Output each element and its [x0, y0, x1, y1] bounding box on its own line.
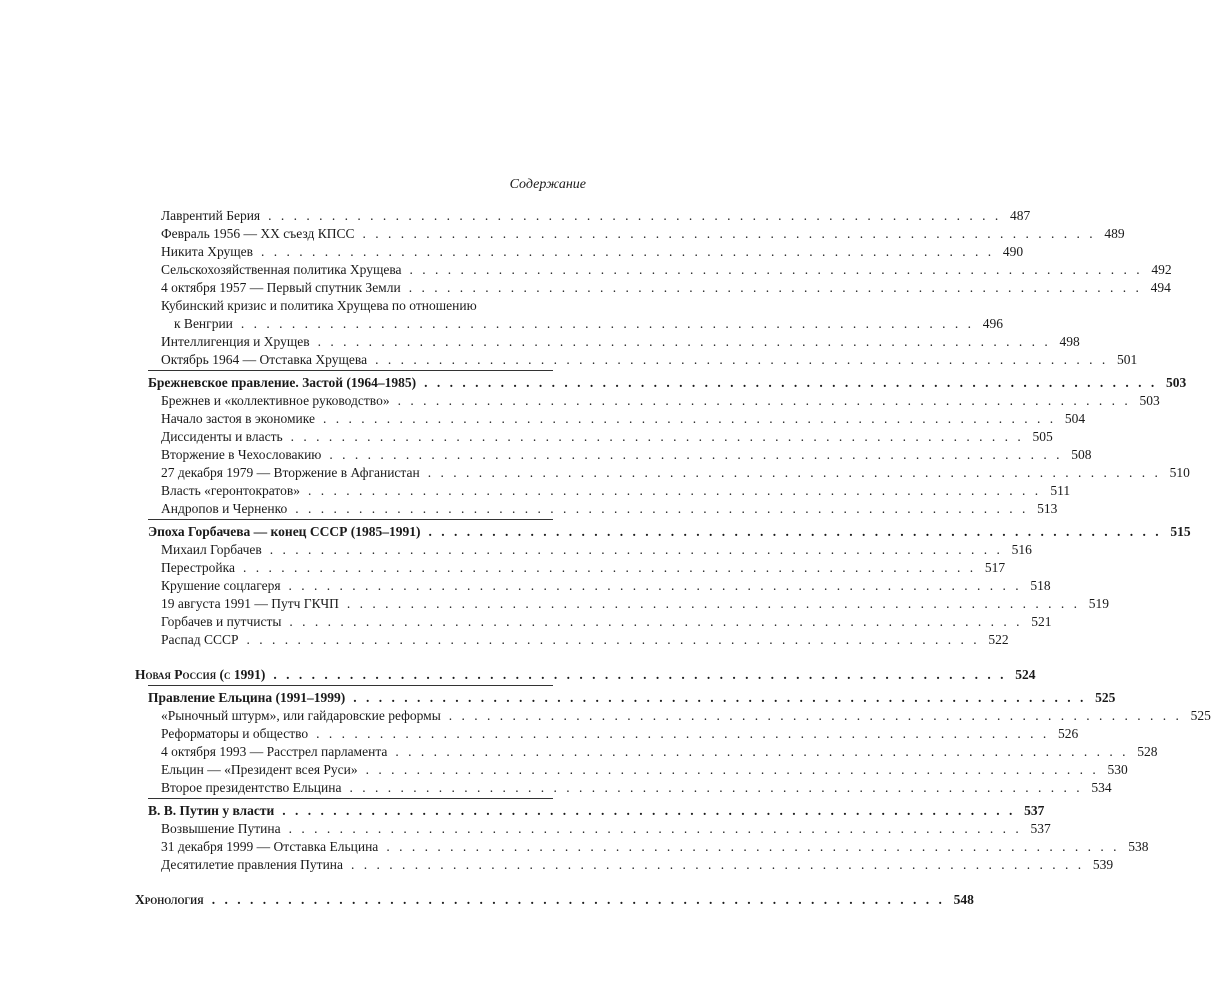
toc-entry-page: 487: [1010, 208, 1031, 223]
toc-leader: . . . . . . . . . . . . . . . . . . . . . . . . . . . . . . . . . . . . . . . . . . . . . . . . . . . . . . . . . .: [288, 578, 1022, 593]
toc-entry-title: Михаил Горбачев: [161, 542, 262, 557]
toc-entry-title: Власть «геронтократов»: [161, 483, 301, 498]
toc-section-page: 525: [1095, 690, 1116, 705]
toc-entry-title: Андропов и Черненко: [161, 501, 288, 516]
toc-leader: . . . . . . . . . . . . . . . . . . . . . . . . . . . . . . . . . . . . . . . . . . . . . . . . . . . . . . . . . .: [322, 411, 1057, 426]
toc-entry-title: Десятилетие правления Путина: [161, 857, 344, 872]
toc-entry: [135, 743, 1158, 761]
toc-section-page: 537: [1024, 803, 1045, 818]
toc-entry-page: 518: [1030, 578, 1051, 593]
toc-entry-page: 501: [1116, 352, 1138, 367]
toc-entry: [135, 225, 1125, 243]
toc-entry-page: 517: [984, 560, 1006, 575]
toc-entry-page: 513: [1037, 501, 1058, 516]
toc-entry-title: 31 декабря 1999 — Отставка Ельцина: [161, 839, 379, 854]
toc-entry: [135, 500, 1058, 518]
toc-section-title: Правление Ельцина (1991–1999): [148, 690, 346, 705]
toc-entry-page: 516: [1011, 542, 1032, 557]
toc-entry-title: Октябрь 1964 — Отставка Хрущева: [161, 352, 368, 367]
toc-leader: . . . . . . . . . . . . . . . . . . . . . . . . . . . . . . . . . . . . . . . . . . . . . . . . . . . . . . . . . .: [242, 560, 977, 575]
toc-entry-title: Распад СССР: [161, 632, 239, 647]
toc-part: [135, 891, 974, 909]
toc-section-title: В. В. Путин у власти: [148, 803, 275, 818]
toc-section-page: 503: [1166, 375, 1187, 390]
toc-leader: . . . . . . . . . . . . . . . . . . . . . . . . . . . . . . . . . . . . . . . . . . . . . . . . . . . . . . . . . .: [308, 483, 1042, 498]
toc-leader: . . . . . . . . . . . . . . . . . . . . . . . . . . . . . . . . . . . . . . . . . . . . . . . . . . . . . . . . . .: [362, 226, 1096, 241]
toc-entry-page: 503: [1139, 393, 1160, 408]
toc-entry-title: Лаврентий Берия: [161, 208, 261, 223]
toc-entry-title: к Венгрии: [174, 316, 233, 331]
toc-entry: [135, 707, 1211, 725]
toc-entry-title: Сельскохозяйственная политика Хрущева: [161, 262, 402, 277]
toc-entry-title: Возвышение Путина: [161, 821, 281, 836]
toc-leader: . . . . . . . . . . . . . . . . . . . . . . . . . . . . . . . . . . . . . . . . . . . . . . . . . . . . . . . . . .: [268, 208, 1002, 223]
toc-entry: [135, 761, 1128, 779]
toc-leader: . . . . . . . . . . . . . . . . . . . . . . . . . . . . . . . . . . . . . . . . . . . . . . . . . . . . . . . . . .: [211, 892, 945, 907]
toc-leader: . . . . . . . . . . . . . . . . . . . . . . . . . . . . . . . . . . . . . . . . . . . . . . . . . . . . . . . . . .: [349, 780, 1083, 795]
toc-leader: . . . . . . . . . . . . . . . . . . . . . . . . . . . . . . . . . . . . . . . . . . . . . . . . . . . . . . . . . .: [346, 596, 1081, 611]
toc-entry: [135, 856, 1114, 874]
toc-entry-title: Вторжение в Чехословакию: [161, 447, 322, 462]
toc-entry-title: Начало застоя в экономике: [161, 411, 315, 426]
toc-leader: . . . . . . . . . . . . . . . . . . . . . . . . . . . . . . . . . . . . . . . . . . . . . . . . . . . . . . . . . .: [273, 667, 1007, 682]
section-rule: [148, 685, 553, 686]
toc-leader: . . . . . . . . . . . . . . . . . . . . . . . . . . . . . . . . . . . . . . . . . . . . . . . . . . . . . . . . . .: [428, 524, 1162, 539]
toc-leader: . . . . . . . . . . . . . . . . . . . . . . . . . . . . . . . . . . . . . . . . . . . . . . . . . . . . . . . . . .: [351, 857, 1085, 872]
toc-entry-page: 526: [1058, 726, 1079, 741]
toc-leader: . . . . . . . . . . . . . . . . . . . . . . . . . . . . . . . . . . . . . . . . . . . . . . . . . . . . . . . . . .: [282, 803, 1016, 818]
running-head: Содержание: [509, 177, 586, 192]
toc-entry: [135, 482, 1071, 500]
toc-entry-title: 4 октября 1957 — Первый спутник Земли: [161, 280, 401, 295]
toc-entry-page: 530: [1107, 762, 1128, 777]
toc-leader: . . . . . . . . . . . . . . . . . . . . . . . . . . . . . . . . . . . . . . . . . . . . . . . . . . . . . . . . . .: [290, 429, 1024, 444]
toc-entry-title: Ельцин — «Президент всея Руси»: [161, 762, 358, 777]
toc-part-page: 524: [1015, 667, 1036, 682]
toc-entry-page: 504: [1064, 411, 1086, 426]
toc-entry-page: 511: [1050, 483, 1071, 498]
toc-entry: [135, 392, 1160, 410]
toc-entry-title: 19 августа 1991 — Путч ГКЧП: [161, 596, 339, 611]
toc-entry-page: 510: [1169, 465, 1190, 480]
toc-entry-page: 534: [1091, 780, 1112, 795]
toc-entry: [135, 464, 1190, 482]
toc-entry: [135, 279, 1171, 297]
toc-entry: [135, 333, 1080, 351]
toc-entry: [135, 838, 1149, 856]
section-rule: [148, 798, 553, 799]
toc-leader: . . . . . . . . . . . . . . . . . . . . . . . . . . . . . . . . . . . . . . . . . . . . . . . . . . . . . . . . . .: [427, 465, 1161, 480]
toc-leader: . . . . . . . . . . . . . . . . . . . . . . . . . . . . . . . . . . . . . . . . . . . . . . . . . . . . . . . . . .: [329, 447, 1063, 462]
table-of-contents: [135, 207, 1211, 909]
toc-entry-title: Диссиденты и власть: [161, 429, 283, 444]
toc-entry-page: 505: [1032, 429, 1053, 444]
toc-leader: . . . . . . . . . . . . . . . . . . . . . . . . . . . . . . . . . . . . . . . . . . . . . . . . . . . . . . . . . .: [295, 501, 1029, 516]
toc-entry: [135, 410, 1086, 428]
toc-entry: [135, 820, 1051, 838]
toc-entry-page: 498: [1059, 334, 1080, 349]
toc-entry: [135, 243, 1024, 261]
toc-entry-page: 489: [1104, 226, 1125, 241]
toc-entry-page: 528: [1137, 744, 1158, 759]
toc-leader: . . . . . . . . . . . . . . . . . . . . . . . . . . . . . . . . . . . . . . . . . . . . . . . . . . . . . . . . . .: [261, 244, 995, 259]
toc-entry-page: 508: [1071, 447, 1092, 462]
toc-entry-title: 27 декабря 1979 — Вторжение в Афганистан: [161, 465, 420, 480]
toc-entry-page: 496: [982, 316, 1004, 331]
toc-entry-title: Никита Хрущев: [161, 244, 254, 259]
toc-entry-title: Второе президентство Ельцина: [161, 780, 342, 795]
toc-part-title: Хронология: [135, 892, 204, 907]
toc-entry-page: 538: [1128, 839, 1149, 854]
toc-section: [135, 523, 1191, 541]
toc-entry-page: 492: [1151, 262, 1172, 277]
toc-entry: [135, 613, 1052, 631]
toc-entry-page: 522: [988, 632, 1009, 647]
section-rule: [148, 370, 553, 371]
toc-entry: [135, 297, 553, 315]
toc-entry: [135, 577, 1051, 595]
toc-entry-title: Реформаторы и общество: [161, 726, 309, 741]
toc-section-title: Эпоха Горбачева — конец СССР (1985–1991): [148, 524, 421, 539]
toc-entry: [135, 315, 1004, 333]
toc-entry: [135, 207, 1031, 225]
toc-leader: . . . . . . . . . . . . . . . . . . . . . . . . . . . . . . . . . . . . . . . . . . . . . . . . . . . . . . . . . .: [386, 839, 1120, 854]
toc-entry-page: 537: [1030, 821, 1051, 836]
toc-entry: [135, 631, 1009, 649]
toc-leader: . . . . . . . . . . . . . . . . . . . . . . . . . . . . . . . . . . . . . . . . . . . . . . . . . . . . . . . . . .: [316, 726, 1050, 741]
toc-entry-title: Кубинский кризис и политика Хрущева по отношению: [161, 298, 477, 313]
toc-section-title: Брежневское правление. Застой (1964–1985): [148, 375, 417, 390]
toc-entry-title: «Рыночный штурм», или гайдаровские реформы: [161, 708, 441, 723]
toc-entry-title: Брежнев и «коллективное руководство»: [161, 393, 390, 408]
toc-entry-page: 494: [1150, 280, 1171, 295]
section-rule: [148, 519, 553, 520]
toc-part-title: Новая Россия (с 1991): [135, 667, 266, 682]
toc-entry-title: Перестройка: [161, 560, 235, 575]
toc-leader: . . . . . . . . . . . . . . . . . . . . . . . . . . . . . . . . . . . . . . . . . . . . . . . . . . . . . . . . . .: [409, 262, 1143, 277]
toc-part: [135, 666, 1036, 684]
toc-entry: [135, 428, 1053, 446]
toc-entry-page: 525: [1190, 708, 1211, 723]
toc-entry: [135, 351, 1138, 369]
toc-leader: . . . . . . . . . . . . . . . . . . . . . . . . . . . . . . . . . . . . . . . . . . . . . . . . . . . . . . . . . .: [289, 614, 1023, 629]
toc-entry-title: Крушение соцлагеря: [161, 578, 281, 593]
toc-leader: . . . . . . . . . . . . . . . . . . . . . . . . . . . . . . . . . . . . . . . . . . . . . . . . . . . . . . . . . .: [240, 316, 975, 331]
toc-leader: . . . . . . . . . . . . . . . . . . . . . . . . . . . . . . . . . . . . . . . . . . . . . . . . . . . . . . . . . .: [424, 375, 1158, 390]
toc-section-page: 515: [1170, 524, 1191, 539]
toc-entry: [135, 725, 1079, 743]
toc-entry: [135, 261, 1172, 279]
toc-entry-page: 539: [1092, 857, 1114, 872]
toc-entry: [135, 779, 1112, 797]
toc-entry-title: Февраль 1956 — XX съезд КПСС: [161, 226, 355, 241]
toc-leader: . . . . . . . . . . . . . . . . . . . . . . . . . . . . . . . . . . . . . . . . . . . . . . . . . . . . . . . . . .: [375, 352, 1109, 367]
toc-leader: . . . . . . . . . . . . . . . . . . . . . . . . . . . . . . . . . . . . . . . . . . . . . . . . . . . . . . . . . .: [353, 690, 1087, 705]
toc-entry-page: 519: [1088, 596, 1110, 611]
toc-leader: . . . . . . . . . . . . . . . . . . . . . . . . . . . . . . . . . . . . . . . . . . . . . . . . . . . . . . . . . .: [397, 393, 1131, 408]
toc-leader: . . . . . . . . . . . . . . . . . . . . . . . . . . . . . . . . . . . . . . . . . . . . . . . . . . . . . . . . . .: [408, 280, 1142, 295]
toc-entry-title: Интеллигенция и Хрущев: [161, 334, 310, 349]
toc-entry: [135, 559, 1006, 577]
toc-section: [135, 689, 1116, 707]
toc-part-page: 548: [953, 892, 974, 907]
toc-section: [135, 802, 1045, 820]
toc-leader: . . . . . . . . . . . . . . . . . . . . . . . . . . . . . . . . . . . . . . . . . . . . . . . . . . . . . . . . . .: [246, 632, 980, 647]
toc-entry: [135, 446, 1092, 464]
toc-leader: . . . . . . . . . . . . . . . . . . . . . . . . . . . . . . . . . . . . . . . . . . . . . . . . . . . . . . . . . .: [269, 542, 1003, 557]
toc-leader: . . . . . . . . . . . . . . . . . . . . . . . . . . . . . . . . . . . . . . . . . . . . . . . . . . . . . . . . . .: [365, 762, 1099, 777]
toc-leader: . . . . . . . . . . . . . . . . . . . . . . . . . . . . . . . . . . . . . . . . . . . . . . . . . . . . . . . . . .: [448, 708, 1182, 723]
toc-entry-page: 490: [1002, 244, 1024, 259]
toc-entry-title: Горбачев и путчисты: [161, 614, 282, 629]
toc-entry: [135, 541, 1032, 559]
toc-section: [135, 374, 1187, 392]
toc-leader: . . . . . . . . . . . . . . . . . . . . . . . . . . . . . . . . . . . . . . . . . . . . . . . . . . . . . . . . . .: [288, 821, 1022, 836]
toc-entry-title: 4 октября 1993 — Расстрел парламента: [161, 744, 388, 759]
toc-leader: . . . . . . . . . . . . . . . . . . . . . . . . . . . . . . . . . . . . . . . . . . . . . . . . . . . . . . . . . .: [317, 334, 1051, 349]
toc-entry-page: 521: [1031, 614, 1052, 629]
toc-entry: [135, 595, 1110, 613]
toc-leader: . . . . . . . . . . . . . . . . . . . . . . . . . . . . . . . . . . . . . . . . . . . . . . . . . . . . . . . . . .: [395, 744, 1129, 759]
